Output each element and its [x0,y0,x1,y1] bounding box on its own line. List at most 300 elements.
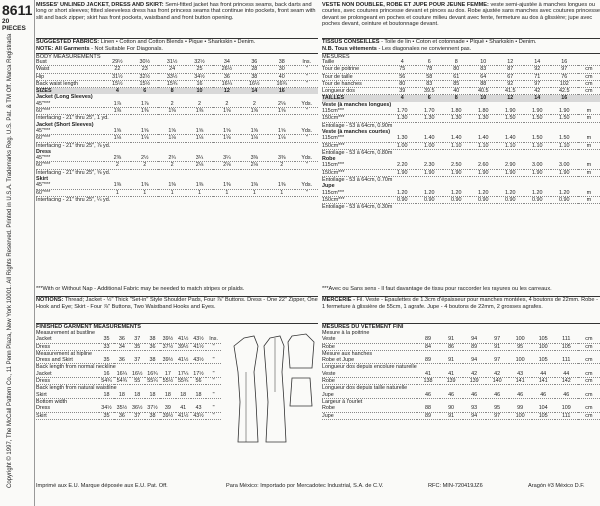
row-label: SIZES [36,88,52,95]
section-title: Jupe [322,183,335,190]
cell-value: 1.50 [524,115,551,122]
jacket-sketch [288,334,314,368]
cell-value: 39½ [176,343,191,350]
cell-value: 14 [251,88,258,95]
cell-value: 111 [555,412,578,419]
table-row [322,392,600,399]
cell-value: 102 [551,80,578,87]
table-row [36,392,221,399]
cell-value: 18 [176,392,191,399]
cell-value: 1⅛ [213,135,240,142]
cell-value: 89 [417,336,440,343]
notions-label: NOTIONS: [36,297,64,303]
cell-value: 40 [268,73,295,80]
cell-value: 85 [443,80,470,87]
cell-value: 100 [509,336,532,343]
cell-value: 1⅝ [158,128,185,135]
finished-measurements-table [322,330,600,420]
mesures-heading: MESURES [322,54,350,60]
cell-value: 1⅝ [213,108,240,115]
cell-value: 34½ [99,405,114,412]
cell-value: 55¼ [145,378,160,385]
table-row [322,336,600,343]
cell-value: 16¼ [213,80,240,87]
cell-value: 38 [241,73,268,80]
cell-unit: m [578,135,600,142]
cell-value: 1⅛ [104,135,131,142]
cell-value: 105 [532,412,555,419]
row-label: 150cm*** [322,142,389,149]
cell-value: 1⅜ [131,108,158,115]
row-label: Back length from normal neckline [36,364,116,371]
cell-value: 16½ [241,80,268,87]
section-title: Jacket (Long Sleeves) [36,94,93,101]
cell-value: 18 [114,392,129,399]
cell-value: 46 [463,392,486,399]
cell-unit: " [206,412,221,419]
cell-value: 97 [486,412,509,419]
row-label: 115cm*** [322,190,389,197]
cell-value: 105 [532,357,555,364]
cell-value: 36 [213,73,240,80]
cell-value: 2.30 [416,162,443,169]
row-label: Dress and Skirt [36,357,99,364]
table-row [36,378,221,385]
nap-note-fr: ***Avec ou Sans sens - Il faut davantage de tissu pour raccorder les rayures ou les carreaux. [322,286,552,292]
cell-value: 97 [524,80,551,87]
cell-value: 109 [555,405,578,412]
cell-value: 18 [145,392,160,399]
cell-unit: cm [578,343,600,350]
cell-value: 42.5 [551,88,578,95]
table-row [322,364,600,371]
table-row [322,196,600,203]
interfacing-text: Entoilage - 53 à 64cm, 0.90m [322,122,393,129]
cell-value: 30 [268,66,295,73]
cell-value: 56 [389,73,416,80]
row-label: 45"*** [36,128,104,135]
table-row [322,95,600,102]
table-row [36,364,221,371]
cell-value: 94 [463,336,486,343]
cell-value: 1.30 [470,115,497,122]
row-label: 115cm*** [322,135,389,142]
interfacing-row [322,122,600,129]
cell-value: 83 [470,66,497,73]
cell-value: 1⅜ [268,182,295,189]
table-row [36,88,318,95]
interfacing-row [322,149,600,156]
cell-value: 15¾ [158,80,185,87]
cell-value: 1⅜ [104,108,131,115]
row-label: Jupe [322,412,417,419]
cell-value: 2¾ [158,155,185,162]
table-row [322,385,600,392]
cell-value: 0.90 [470,196,497,203]
row-label: 60"*** [36,108,104,115]
cell-value: 1⅜ [104,182,131,189]
cell-value: 1.10 [524,142,551,149]
fabrics-text: Linen • Cotton and Cotton Blends • Pique • Sharkskin • Denim. [100,39,256,45]
cell-value: 111 [555,336,578,343]
table-row [36,162,318,169]
row-label: Bottom width [36,398,68,405]
english-description [36,2,318,36]
cell-value: 8 [443,59,470,66]
cell-value: 37 [130,412,145,419]
cell-value: 55½ [160,378,175,385]
table-row [322,88,600,95]
interfacing-text: Entoilage - 53 à 64cm, 0.70m [322,177,393,184]
section-title: Jacket (Short Sleeves) [36,121,94,128]
cell-value: 1.90 [497,108,524,115]
cell-value: 37 [130,336,145,343]
cell-unit: Yds. [295,155,318,162]
cell-value: 1.90 [389,169,416,176]
cell-value: 34 [114,343,129,350]
table-row [322,405,600,412]
table-row [322,378,600,385]
french-tables [322,59,600,287]
cell-unit: cm [578,405,600,412]
cell-value: 41½ [176,357,191,364]
cell-value: 16 [561,95,568,102]
cell-value: 46 [509,392,532,399]
table-row [36,66,318,73]
cell-value: 26½ [213,66,240,73]
cell-value: 1.10 [443,142,470,149]
cell-value: 42 [524,88,551,95]
cell-value: 92 [497,80,524,87]
cell-unit: m [578,169,600,176]
cell-value: 1.10 [470,142,497,149]
table-row [322,80,600,87]
english-notions [36,296,318,323]
cell-unit: m [578,190,600,197]
row-label: Longueur dos [322,88,389,95]
cell-value: 55 [130,378,145,385]
interfacing-row [36,142,318,149]
cell-value: 99 [509,405,532,412]
cell-value: 1.90 [524,108,551,115]
french-mercerie [322,296,600,323]
cell-value: 28 [241,66,268,73]
cell-value: 80 [443,66,470,73]
row-label: 60"*** [36,162,104,169]
cell-value: 104 [532,405,555,412]
table-row [36,73,318,80]
cell-value: 24 [158,66,185,73]
cell-value: 2½ [131,155,158,162]
cell-value: 1⅝ [268,128,295,135]
cell-value: 36 [145,343,160,350]
cell-value: 39 [389,88,416,95]
interfacing-row [36,196,318,203]
english-finished-table [36,330,221,420]
mercerie-text: Fil. Veste - Epaulettes de 1.3cm d'épaisseur pour manches montées, 4 boutons de 22mm. Robe - 1 fermeture à glissière de 55cm, 1 agrafe. Jupe - 4 boutons de 22mm, 2 grosses agrafes. [322,297,598,310]
cell-value: 91 [486,343,509,350]
cell-value: 12 [507,95,514,102]
tissus-label: TISSUS CONSEILLES [322,39,380,45]
cell-value: 37 [130,357,145,364]
english-tables [36,59,318,287]
cell-value: 1.90 [524,169,551,176]
cell-value: 3⅜ [268,155,295,162]
cell-value: 1.40 [416,135,443,142]
table-row [36,350,221,357]
cell-unit: " [206,343,221,350]
cell-value: 1 [268,189,295,196]
cell-value: 10 [196,88,203,95]
footer-right: Aragón #3 México D.F. [528,483,585,489]
cell-value: 1.90 [551,108,578,115]
cell-value: 18 [130,392,145,399]
row-label: Tour de hanches [322,80,389,87]
cell-value: 17½ [191,371,206,378]
row-label: Dress [36,378,99,385]
cell-value: 2 [158,101,185,108]
interfacing-text: Entoilage - 53 à 64cm, 0.30m [322,204,393,211]
table-row [36,371,221,378]
cell-value: 88 [417,405,440,412]
cell-value: 1.20 [389,190,416,197]
cell-value: 76 [551,73,578,80]
cell-value: 2⅛ [186,162,213,169]
row-label: Tour de taille [322,73,389,80]
cell-value: 40.5 [470,88,497,95]
cell-value: 105 [532,336,555,343]
table-row [36,398,221,405]
interfacing-row [36,115,318,122]
cell-value: 6 [143,88,147,95]
row-label: Mesure à la poitrine [322,330,370,336]
table-row [322,398,600,405]
cell-value: 1.50 [551,135,578,142]
table-row [322,357,600,364]
interfacing-text: Interfacing - 21" thru 25", ⅞ yd. [36,142,111,149]
cell-value: 38 [145,412,160,419]
cell-value: 1⅝ [186,128,213,135]
row-label: Skirt [36,412,99,419]
cell-value: 43½ [191,412,206,419]
measurement-table [322,59,600,211]
cell-value: 111 [555,357,578,364]
cell-value: 35 [99,357,114,364]
cell-value: 14 [534,95,541,102]
cell-value: 43 [191,405,206,412]
cell-value: 1.00 [416,142,443,149]
cell-value: 86 [440,343,463,350]
cell-value: 94 [463,357,486,364]
tissus-text: - Toile de lin • Coton et cotonnade • Piqué • Sharkskin • Denim. [381,39,537,45]
cell-unit: cm [578,80,600,87]
cell-value: 2.60 [470,162,497,169]
cell-value: 1.50 [524,135,551,142]
cell-value: 91 [440,412,463,419]
cell-value: 1 [104,189,131,196]
cell-value: 29½ [104,59,131,66]
nb-text: - Les diagonales ne conviennent pas. [378,45,472,52]
cell-unit: Yds. [295,128,318,135]
cell-value: 41 [417,371,440,378]
table-row [322,108,600,115]
cell-value: 140 [486,378,509,385]
cell-value: 36 [114,357,129,364]
sidebar [0,0,35,506]
row-label: Largeur à l'ourlet [322,398,363,405]
cell-value: 89 [463,343,486,350]
french-fabrics [322,38,600,53]
table-row [322,59,600,66]
section-title: Veste (à manches longues) [322,101,392,108]
cell-value: 2 [268,162,295,169]
cell-value: 35 [99,412,114,419]
interfacing-text: Interfacing - 21" thru 25", ¼ yd. [36,196,111,203]
table-row [36,135,318,142]
cell-value: 16¾ [268,80,295,87]
cell-value: 8 [454,95,458,102]
cell-value: 1.10 [497,142,524,149]
row-label: Mesure aux hanches [322,350,373,357]
cell-value: 55¾ [176,378,191,385]
cell-value: 92 [524,66,551,73]
cell-value: 71 [524,73,551,80]
cell-value: 33 [99,343,114,350]
table-row [36,182,318,189]
cell-unit [578,59,600,66]
interfacing-text: Interfacing - 21" thru 25", ⅝ yd. [36,169,111,176]
row-label: Bust [36,59,104,66]
row-label: Measurement at hipline [36,350,93,357]
table-row [36,155,318,162]
cell-value: 97 [486,336,509,343]
cell-value: 105 [555,343,578,350]
cell-value: 75 [389,66,416,73]
cell-value: 1.80 [443,108,470,115]
table-row [36,405,221,412]
cell-value: 16 [551,59,578,66]
english-fabrics [36,38,318,53]
cell-value: 41½ [176,412,191,419]
cell-value: 18 [99,392,114,399]
cell-value: 39½ [160,357,175,364]
table-row [322,142,600,149]
cell-value: 42 [463,371,486,378]
cell-unit: m [578,115,600,122]
cell-value: 1⅛ [186,135,213,142]
cell-unit: cm [578,378,600,385]
cell-unit: Yds. [295,101,318,108]
cell-value: 36 [114,336,129,343]
cell-value: 1.30 [443,115,470,122]
finished-heading: FINISHED GARMENT MEASUREMENTS [36,324,142,330]
cell-value: 56 [191,378,206,385]
cell-value: 1.50 [551,115,578,122]
row-label: TAILLES [322,95,345,102]
cell-value: 95 [486,405,509,412]
cell-value: 1.30 [389,115,416,122]
footer-rfc: RFC: MIN-720419JZ6 [428,483,483,489]
finished-measurements-table [36,330,221,420]
cell-value: 2.20 [389,162,416,169]
cell-value: 17 [160,371,175,378]
cell-value: 40 [443,88,470,95]
cell-value: 3¼ [213,155,240,162]
cell-value: 91 [440,357,463,364]
cell-value: 1⅜ [158,108,185,115]
row-label: 115cm*** [322,108,389,115]
cell-unit [578,95,600,102]
cell-value: 46 [555,392,578,399]
cell-value: 1.50 [497,115,524,122]
cell-value: 25 [186,66,213,73]
table-row [36,59,318,66]
cell-value: 88 [470,80,497,87]
cell-value: 32½ [131,73,158,80]
cell-value: 38 [145,357,160,364]
cell-value: 83 [416,80,443,87]
row-label: Tour de poitrine [322,66,389,73]
cell-value: 2⅛ [213,162,240,169]
cell-unit: " [295,162,318,169]
cell-value: 0.90 [416,196,443,203]
cell-value: 2 [158,162,185,169]
cell-value: 44 [532,371,555,378]
cell-value: 43½ [191,357,206,364]
cell-value: 142 [555,378,578,385]
cell-value: 61 [443,73,470,80]
row-label: Skirt [36,392,99,399]
row-label: 45"*** [36,182,104,189]
cell-value: 90 [440,405,463,412]
table-row [322,135,600,142]
cell-unit: " [206,405,221,412]
row-label: Waist [36,66,104,73]
cell-value: 139 [463,378,486,385]
french-title: VESTE NON DOUBLEE, ROBE ET JUPE POUR JEUNE FEMME: [322,2,489,8]
cell-value: 93 [463,405,486,412]
cell-value: 54¾ [114,378,129,385]
row-label: 150cm*** [322,196,389,203]
cell-value: 1.70 [416,108,443,115]
cell-value: 64 [470,73,497,80]
row-label: 45"*** [36,101,104,108]
cell-value: 87 [497,66,524,73]
row-label: Dress [36,405,99,412]
cell-value: 1⅝ [104,128,131,135]
copyright-text: Copyright © 1997, The McCall Pattern Co., 11 Penn Plaza, New York 10001. All Rights Reserved. Printed in U.S.A. Trademarks Reg. U.S. Pat. & TM Off. Marca Registrada [7,33,13,488]
cell-value: 2⅛ [241,162,268,169]
table-row [36,336,221,343]
cell-value: 1.90 [416,169,443,176]
cell-value: 23 [131,66,158,73]
cell-value: 1⅛ [131,135,158,142]
cell-value: 0.90 [443,196,470,203]
cell-value: 38 [268,59,295,66]
cell-value: 46 [532,392,555,399]
cell-value: 36 [114,412,129,419]
cell-value: 1.90 [551,169,578,176]
interfacing-row [36,169,318,176]
row-label: Robe [322,405,417,412]
cell-value: 14 [524,59,551,66]
cell-value: 41½ [191,343,206,350]
cell-value: 16¾ [145,371,160,378]
cell-value: 41.5 [497,88,524,95]
cell-value: 84 [417,343,440,350]
cell-value: 3⅜ [241,155,268,162]
row-label: Robe [322,378,417,385]
